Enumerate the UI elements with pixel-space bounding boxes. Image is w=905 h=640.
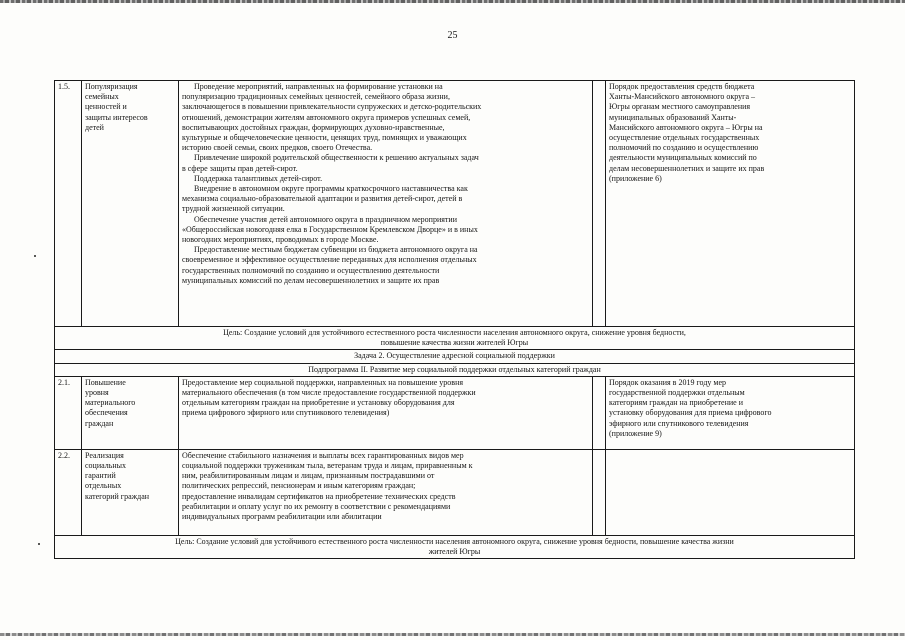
direction-cell: Повышение уровня материального обеспечения граждан [82, 376, 179, 449]
row-number: 2.1. [55, 376, 82, 449]
measure-paragraph: Проведение мероприятий, направленных на формирование установки на популяризацию традиционных семейных ценностей, семейного образа жизни, заключающегося в повышении привлекательности супружеских и детско-родительских отношений, демонстрации жителям автономного округа примеров успешных семей, воспитывающих достойных граждан, формирующих духовно-нравственные, культурные и общечеловеческие ценности, ценящих труд, помнящих и уважающих историю своей семьи, своих предков, своего Отечества. [182, 82, 482, 153]
measure-paragraph: Обеспечение участия детей автономного округа в праздничном мероприятии «Общероссийская новогодняя елка в Государственном Кремлевском Дворце» и в иных новогодних мероприятиях, проводимых в городе Москве. [182, 214, 478, 245]
table-row [55, 376, 855, 449]
goal-banner-row [55, 327, 855, 350]
document-cell: Порядок оказания в 2019 году мер государственной поддержки отдельным категориям граждан на приобретение и установку оборудования для приема цифрового эфирного или спутникового телевидения (приложение 9) [606, 376, 855, 449]
direction-cell: Реализация социальных гарантий отдельных категорий граждан [82, 449, 179, 535]
measure-paragraph: Поддержка талантливых детей-сирот. [194, 173, 323, 183]
measure-paragraph: Внедрение в автономном округе программы краткосрочного наставничества как механизма социально-образовательной адаптации и развития детей-сирот, детей в трудной жизненной ситуации. [182, 184, 468, 214]
measure-paragraph: Привлечение широкой родительской общественности к решению актуальных задач в сфере защиты прав детей-сирот. [182, 153, 479, 173]
scan-dot [34, 255, 36, 257]
measures-cell [179, 376, 593, 449]
measure-paragraph: Предоставление мер социальной поддержки, направленных на повышение уровня материального обеспечения (в том числе предоставление государственной поддержки отдельным категориям граждан на приобретение и установку оборудования для приема цифрового эфирного или спутникового телевидения) [182, 377, 476, 418]
goal-banner: Цель: Создание условий для устойчивого естественного роста численности населения автономного округа, снижение уровня бедности, повышение качества жизни жителей Югры [55, 327, 855, 350]
spacer-cell [593, 376, 606, 449]
measure-paragraph: Предоставление местным бюджетам субвенции из бюджета автономного округа на своевременное и эффективное осуществление переданных для исполнения отдельных государственных полномочий по созданию и осуществлению деятельности муниципальных комиссий по делам несовершеннолетних и защите их прав [182, 245, 478, 285]
subprogram-banner-row [55, 363, 855, 376]
task-banner: Задача 2. Осуществление адресной социальной поддержки [55, 350, 855, 363]
goal-banner-row [55, 535, 855, 558]
table-row [55, 449, 855, 535]
spacer-cell [593, 81, 606, 327]
scan-artifact-top [0, 0, 905, 3]
subprogram-banner: Подпрограмма II. Развитие мер социальной поддержки отдельных категорий граждан [55, 363, 855, 376]
measures-cell [179, 81, 593, 327]
measure-paragraph: Обеспечение стабильного назначения и выплаты всех гарантированных видов мер социальной поддержки труженикам тыла, ветеранам труда и лицам, приравненным к ним, реабилитированным лицам и лицам, признанным пострадавшими от политических репрессий, пенсионерам и иным категориям граждан; предоставление инвалидам сертификатов на приобретение технических средств реабилитации и оплату услуг по их ремонту в соответствии с рекомендациями индивидуальных программ реабилитации или абилитации [182, 450, 473, 522]
scan-dot [38, 543, 40, 545]
table-row [55, 81, 855, 327]
task-banner-row [55, 350, 855, 363]
document-cell [606, 449, 855, 535]
scan-artifact-bottom [0, 633, 905, 636]
direction-cell: Популяризация семейных ценностей и защиты интересов детей [82, 81, 179, 327]
page-number: 25 [447, 30, 458, 41]
spacer-cell [593, 449, 606, 535]
row-number: 2.2. [55, 449, 82, 535]
measures-cell [179, 449, 593, 535]
row-number: 1.5. [55, 81, 82, 327]
goal-banner: Цель: Создание условий для устойчивого естественного роста численности населения автономного округа, снижение уровня бедности, повышение качества жизни жителей Югры [55, 535, 855, 558]
program-measures-table [54, 80, 855, 559]
document-cell: Порядок предоставления средств бюджета Ханты-Мансийского автономного округа – Югры органам местного самоуправления муниципальных образований Ханты- Мансийского автономного округа – Югры на осуществление отдельных государственных полномочий по созданию и осуществлению деятельности муниципальных комиссий по делам несовершеннолетних и защите их прав (приложение 6) [606, 81, 855, 327]
